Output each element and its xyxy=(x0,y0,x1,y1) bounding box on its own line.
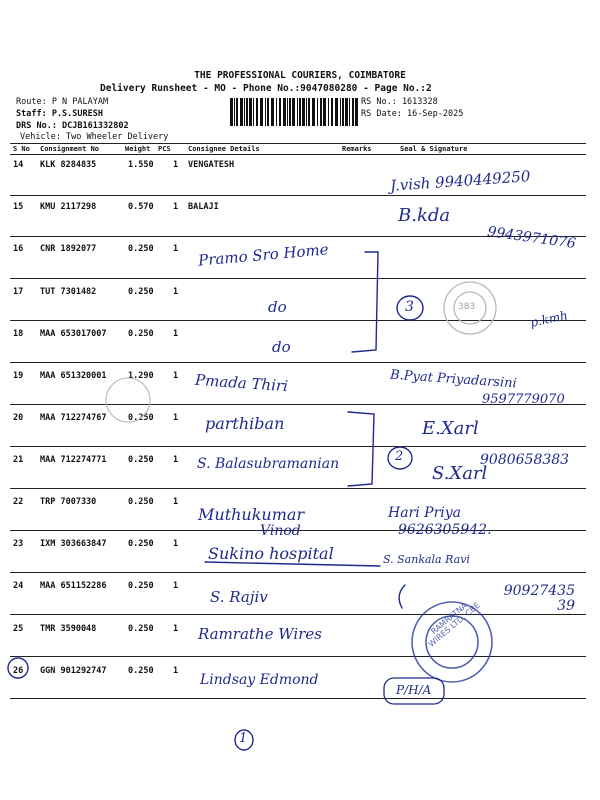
row-divider xyxy=(10,698,586,699)
row-sno: 15 xyxy=(13,202,24,212)
row-sno: 17 xyxy=(13,287,24,297)
barcode-bar xyxy=(317,98,318,126)
barcode-bar xyxy=(297,98,298,126)
barcode-bar xyxy=(246,98,248,126)
col-sno: S No xyxy=(13,145,30,153)
barcode-bar xyxy=(292,98,295,126)
drs-number: DRS No.: DCJB161332802 xyxy=(16,121,129,131)
row-weight: 0.250 xyxy=(128,287,154,297)
barcode xyxy=(230,98,358,126)
runsheet-subtitle: Delivery Runsheet - MO - Phone No.:9047080280 - Page No.:2 xyxy=(100,83,432,94)
stamp-a-text: 383 xyxy=(458,302,476,312)
barcode-bar xyxy=(240,98,243,126)
row-consignment: MAA 712274771 xyxy=(40,455,107,465)
hw-r22-phone: 9626305942. xyxy=(398,522,492,538)
barcode-bar xyxy=(299,98,301,126)
hw-r15-signature: B.kda xyxy=(398,205,451,226)
row-sno: 23 xyxy=(13,539,24,549)
row-divider xyxy=(10,195,586,196)
row-weight: 0.250 xyxy=(128,624,154,634)
row-consignment: TUT 7301482 xyxy=(40,287,97,297)
barcode-bar xyxy=(256,98,258,126)
barcode-bar xyxy=(320,98,322,126)
barcode-bar xyxy=(244,98,245,126)
row-pcs: 1 xyxy=(173,455,179,465)
hw-r17-ditto: do xyxy=(268,298,287,316)
row-sno: 18 xyxy=(13,329,24,339)
row-weight: 0.570 xyxy=(128,202,154,212)
barcode-bar xyxy=(302,98,305,126)
barcode-bar xyxy=(328,98,329,126)
row-sno: 25 xyxy=(13,624,24,634)
row-divider xyxy=(10,446,586,447)
barcode-bar xyxy=(283,98,286,126)
row-consignee: VENGATESH xyxy=(188,160,235,170)
row-sno: 26 xyxy=(13,666,24,676)
barcode-bar xyxy=(230,98,233,126)
row-sno: 16 xyxy=(13,244,24,254)
hw-group-count-a: 3 xyxy=(405,299,414,315)
barcode-bar xyxy=(236,98,238,126)
row-weight: 0.250 xyxy=(128,329,154,339)
hw-r26-name: Lindsay Edmond xyxy=(200,672,319,688)
hw-r22-signature: Hari Priya xyxy=(388,505,462,521)
table-row xyxy=(0,283,600,323)
hw-pkm-signature: p.kmh xyxy=(528,308,569,330)
hw-r20-name: parthiban xyxy=(205,414,285,433)
col-seal-signature: Seal & Signature xyxy=(400,145,468,153)
row-sno: 20 xyxy=(13,413,24,423)
col-remarks: Remarks xyxy=(342,145,372,153)
row-consignment: TMR 3590048 xyxy=(40,624,97,634)
row-weight: 0.250 xyxy=(128,455,154,465)
row-consignment: CNR 1892077 xyxy=(40,244,97,254)
row-consignment: IXM 303663847 xyxy=(40,539,107,549)
hw-r20-signature: E.Xarl xyxy=(422,418,479,439)
col-consignee: Consignee Details xyxy=(188,145,260,153)
hw-r26-signature: P/H/A xyxy=(396,683,432,697)
barcode-bar xyxy=(352,98,354,126)
row-divider xyxy=(10,572,586,573)
hw-r23-signature: S. Sankala Ravi xyxy=(383,553,470,566)
row-sno: 14 xyxy=(13,160,24,170)
rs-number: RS No.: 1613328 xyxy=(361,97,438,107)
table-row xyxy=(0,325,600,365)
barcode-bar xyxy=(308,98,310,126)
barcode-bar xyxy=(287,98,288,126)
row-pcs: 1 xyxy=(173,624,179,634)
barcode-bar xyxy=(289,98,291,126)
hw-r18-ditto: do xyxy=(272,338,291,356)
row-pcs: 1 xyxy=(173,202,179,212)
hw-r14-signature: J.vish 9940449250 xyxy=(389,167,531,195)
barcode-bar xyxy=(253,98,254,126)
hw-r25-name: Ramrathe Wires xyxy=(198,625,322,643)
hw-r23-name: Sukino hospital xyxy=(208,544,334,563)
barcode-bar xyxy=(340,98,341,126)
barcode-bar xyxy=(276,98,277,126)
row-consignment: MAA 651152286 xyxy=(40,581,107,591)
row-pcs: 1 xyxy=(173,539,179,549)
row-weight: 0.250 xyxy=(128,497,154,507)
barcode-bar xyxy=(349,98,350,126)
hw-r21-phone: 9080658383 xyxy=(480,452,570,468)
row-consignment: MAA 651320001 xyxy=(40,371,107,381)
row-consignment: KLK 8284835 xyxy=(40,160,97,170)
col-weight: Weight xyxy=(125,145,151,153)
row-divider xyxy=(10,362,586,363)
staff-label: Staff: P.S.SURESH xyxy=(16,109,103,119)
row-weight: 0.250 xyxy=(128,581,154,591)
hw-r19-phone: 9597779070 xyxy=(482,392,565,407)
row-pcs: 1 xyxy=(173,160,179,170)
barcode-bar xyxy=(335,98,338,126)
hw-r22-name: Muthukumar xyxy=(198,505,305,524)
row-sno: 24 xyxy=(13,581,24,591)
barcode-bar xyxy=(267,98,269,126)
barcode-bar xyxy=(260,98,263,126)
row-weight: 0.250 xyxy=(128,539,154,549)
barcode-bar xyxy=(312,98,315,126)
barcode-bar xyxy=(234,98,235,126)
hw-r21-name: S. Balasubramanian xyxy=(197,456,340,472)
barcode-bar xyxy=(271,98,274,126)
hw-footer-mark: 1 xyxy=(239,731,248,746)
row-consignment: TRP 7007330 xyxy=(40,497,97,507)
stamp-b-text: RAMRATNA WIRES LTD. CBE xyxy=(426,600,482,649)
row-weight: 1.290 xyxy=(128,371,154,381)
hw-r16-name: Pramo Sro Home xyxy=(197,240,330,270)
rs-date: RS Date: 16-Sep-2025 xyxy=(361,109,464,119)
row-sno: 21 xyxy=(13,455,24,465)
hw-r24-phone: 90927435 39 xyxy=(503,583,575,615)
row-sno: 19 xyxy=(13,371,24,381)
barcode-bar xyxy=(306,98,307,126)
header-bottom-rule xyxy=(10,154,586,155)
page-title: THE PROFESSIONAL COURIERS, COIMBATORE xyxy=(194,70,406,81)
row-pcs: 1 xyxy=(173,581,179,591)
row-divider xyxy=(10,278,586,279)
row-weight: 1.550 xyxy=(128,160,154,170)
barcode-bar xyxy=(279,98,281,126)
barcode-bar xyxy=(342,98,344,126)
row-consignment: KMU 2117298 xyxy=(40,202,97,212)
row-divider xyxy=(10,320,586,321)
hw-r21-signature: S.Xarl xyxy=(432,463,488,484)
row-sno: 22 xyxy=(13,497,24,507)
route-label: Route: P N PALAYAM xyxy=(16,97,109,107)
row-pcs: 1 xyxy=(173,287,179,297)
vehicle-label: Vehicle: Two Wheeler Delivery xyxy=(20,132,169,142)
row-pcs: 1 xyxy=(173,329,179,339)
row-weight: 0.250 xyxy=(128,413,154,423)
barcode-bar xyxy=(331,98,333,126)
row-consignment: MAA 712274767 xyxy=(40,413,107,423)
row-divider xyxy=(10,656,586,657)
col-pcs: PCS xyxy=(158,145,171,153)
row-consignee: BALAJI xyxy=(188,202,219,212)
col-consignment: Consignment No xyxy=(40,145,100,153)
row-pcs: 1 xyxy=(173,666,179,676)
barcode-bar xyxy=(249,98,252,126)
hw-r22-name2: Vinod xyxy=(260,523,301,539)
row-pcs: 1 xyxy=(173,497,179,507)
row-weight: 0.250 xyxy=(128,244,154,254)
row-pcs: 1 xyxy=(173,244,179,254)
hw-group-count-b: 2 xyxy=(395,449,404,464)
barcode-bar xyxy=(345,98,348,126)
header-top-rule xyxy=(10,143,586,144)
row-consignment: MAA 653017007 xyxy=(40,329,107,339)
barcode-bar xyxy=(265,98,266,126)
table-row xyxy=(0,409,600,449)
row-pcs: 1 xyxy=(173,371,179,381)
row-pcs: 1 xyxy=(173,413,179,423)
hw-r19-signature: B.Pyat Priyadarsini xyxy=(389,367,518,392)
row-divider xyxy=(10,488,586,489)
barcode-bar xyxy=(355,98,358,126)
row-consignment: GGN 901292747 xyxy=(40,666,107,676)
hw-r15-phone: 9943971076 xyxy=(486,223,577,253)
barcode-bar xyxy=(323,98,326,126)
hw-r19-name: Pmada Thiri xyxy=(194,370,289,396)
row-weight: 0.250 xyxy=(128,666,154,676)
hw-r24-name: S. Rajiv xyxy=(210,588,268,606)
